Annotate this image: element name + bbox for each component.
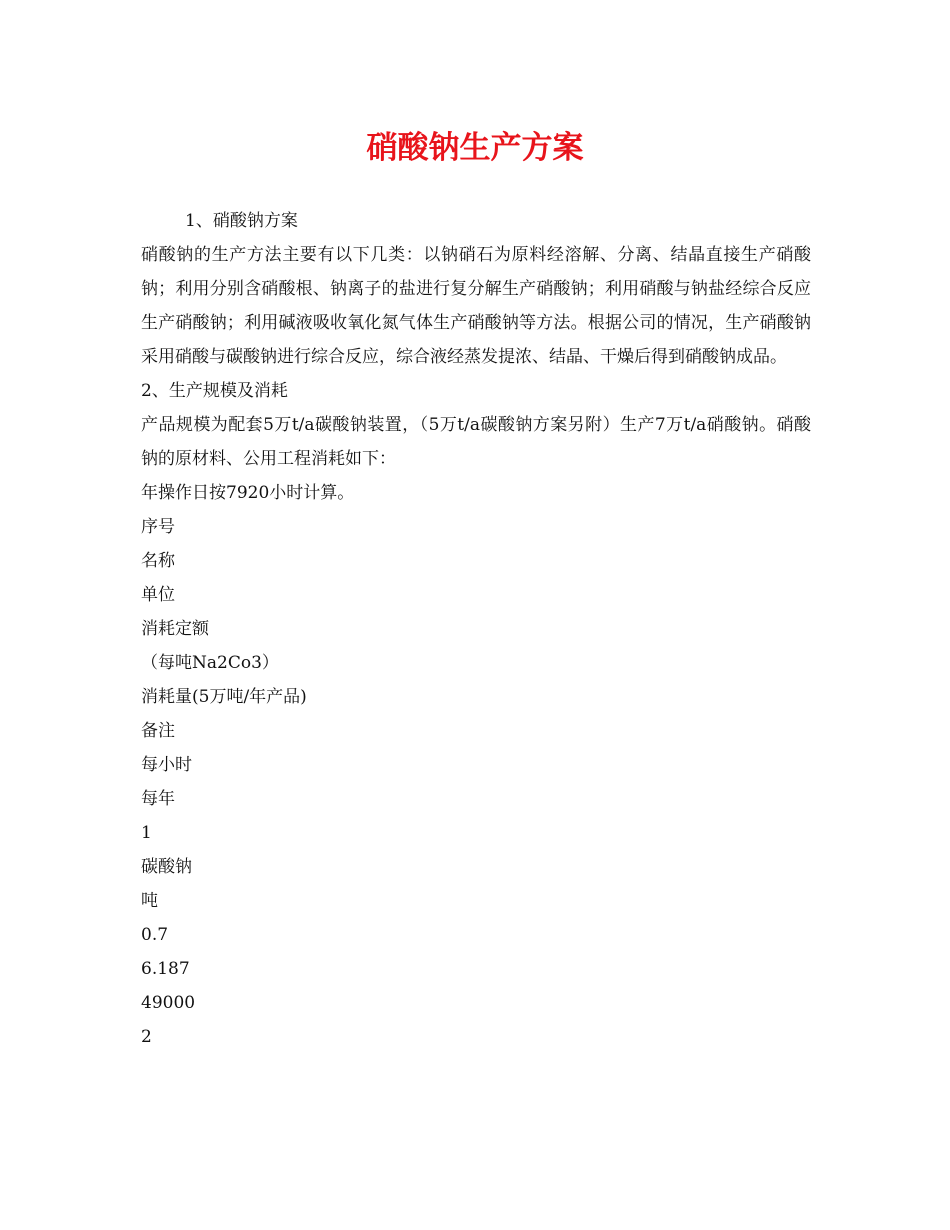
table-line: 1 (141, 823, 152, 843)
table-line: 消耗量(5万吨/年产品) (141, 687, 307, 707)
operating-note: 年操作日按7920小时计算。 (141, 483, 355, 503)
table-line: 0.7 (141, 925, 169, 945)
table-line: 名称 (141, 551, 175, 571)
table-line: 每年 (141, 789, 175, 809)
section2-heading: 2、生产规模及消耗 (141, 381, 288, 401)
table-line: 消耗定额 (141, 619, 209, 639)
table-line: 吨 (141, 891, 158, 911)
table-line: 2 (141, 1027, 152, 1047)
table-line: （每吨Na2Co3） (141, 653, 279, 673)
table-line: 49000 (141, 993, 196, 1013)
table-line: 序号 (141, 517, 175, 537)
table-line: 6.187 (141, 959, 190, 979)
section1-heading: 1、硝酸钠方案 (185, 211, 298, 231)
document-title: 硝酸钠生产方案 (366, 130, 584, 166)
section2-paragraph: 产品规模为配套5万t/a碳酸钠装置，（5万t/a碳酸钠方案另附）生产7万t/a硝酸钠。硝酸钠的原材料、公用工程消耗如下： (141, 415, 811, 469)
table-line: 碳酸钠 (141, 857, 192, 877)
table-line: 单位 (141, 585, 175, 605)
section1-paragraph: 硝酸钠的生产方法主要有以下几类：以钠硝石为原料经溶解、分离、结晶直接生产硝酸钠；利用分别含硝酸根、钠离子的盐进行复分解生产硝酸钠；利用硝酸与钠盐经综合反应生产硝酸钠；利用碱液吸收氧化氮气体生产硝酸钠等方法。根据公司的情况，生产硝酸钠采用硝酸与碳酸钠进行综合反应，综合液经蒸发提浓、结晶、干燥后得到硝酸钠成品。 (141, 245, 811, 367)
document-body (141, 204, 811, 1054)
table-line: 每小时 (141, 755, 192, 775)
table-line: 备注 (141, 721, 175, 741)
